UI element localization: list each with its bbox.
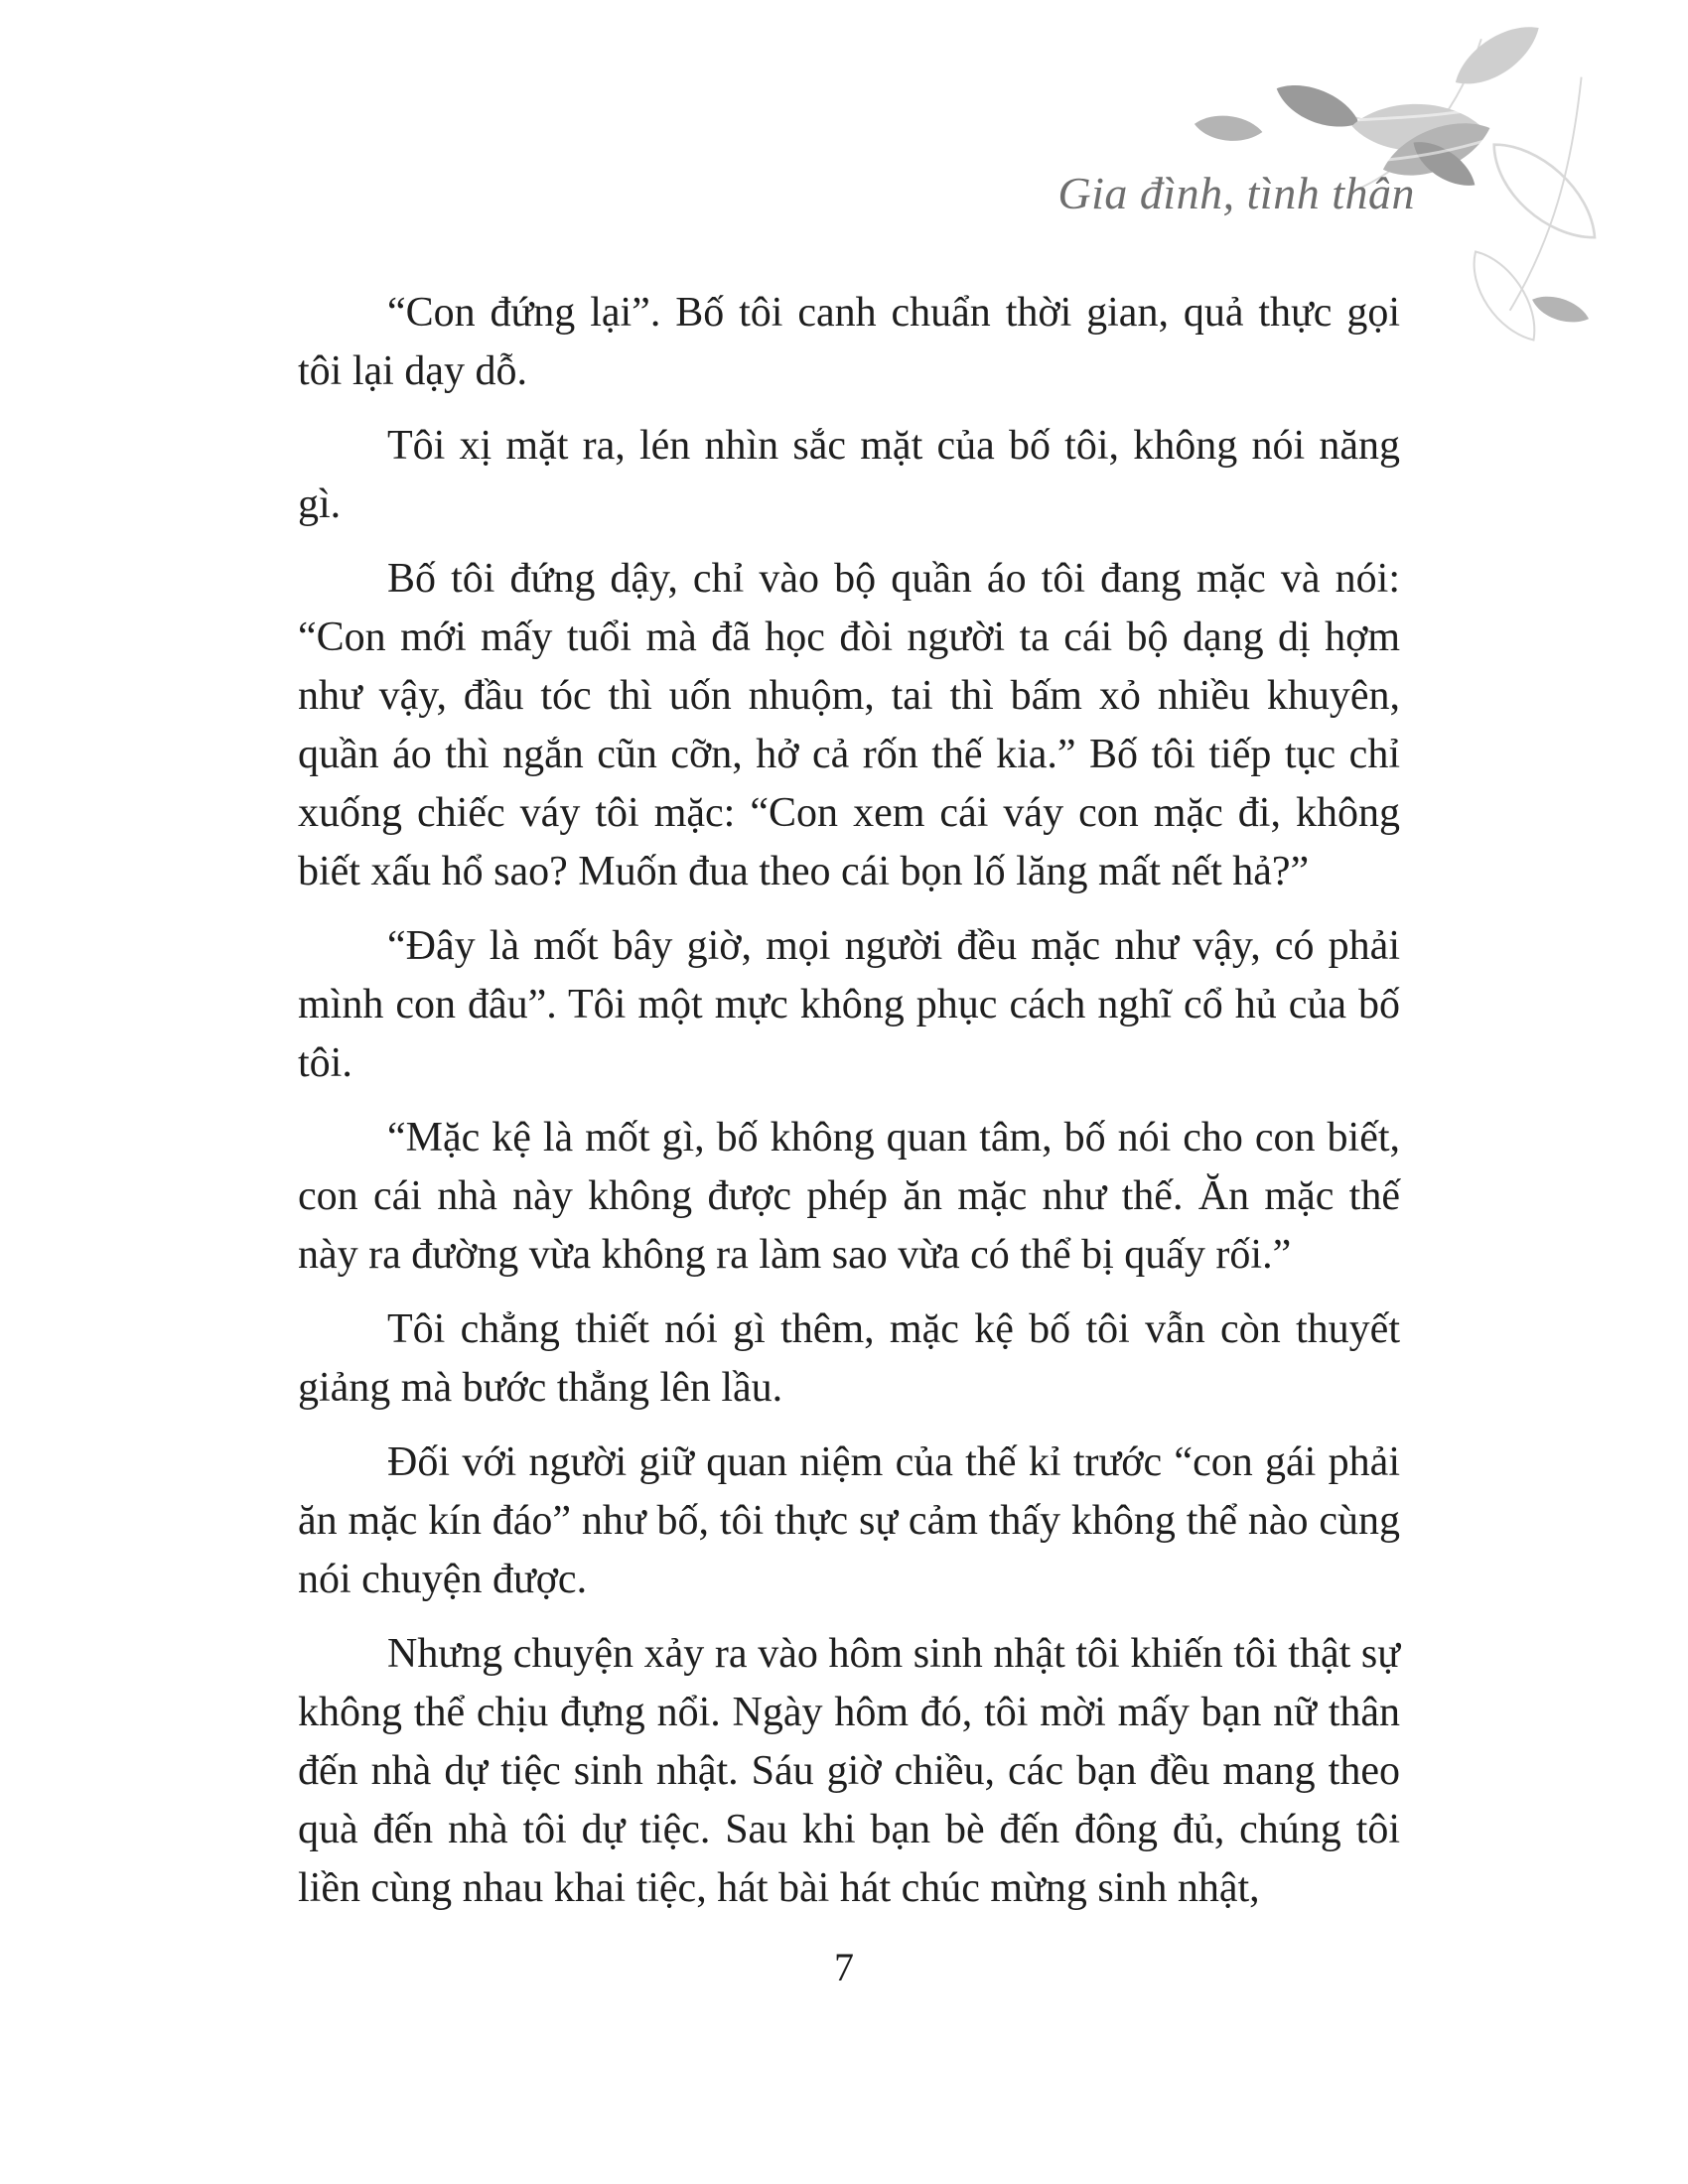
paragraph: “Mặc kệ là mốt gì, bố không quan tâm, bố nói cho con biết, con cái nhà này không được phép ăn mặc như thế. Ăn mặc thế này ra đường vừa không ra làm sao vừa có thể bị quấy rối.” — [298, 1115, 1400, 1278]
paragraph: Tôi xị mặt ra, lén nhìn sắc mặt của bố tôi, không nói năng gì. — [298, 423, 1400, 527]
chapter-header: Gia đình, tình thân — [1057, 168, 1415, 218]
paragraph: Tôi chẳng thiết nói gì thêm, mặc kệ bố tôi vẫn còn thuyết giảng mà bước thẳng lên lầu. — [298, 1306, 1400, 1411]
paragraph: Bố tôi đứng dậy, chỉ vào bộ quần áo tôi đang mặc và nói: “Con mới mấy tuổi mà đã học đòi người ta cái bộ dạng dị hợm như vậy, đầu tóc thì uốn nhuộm, tai thì bấm xỏ nhiều khuyên, quần áo thì ngắn cũn cỡn, hở cả rốn thế kia.” Bố tôi tiếp tục chỉ xuống chiếc váy tôi mặc: “Con xem cái váy con mặc đi, không biết xấu hổ sao? Muốn đua theo cái bọn lố lăng mất nết hả?” — [298, 556, 1400, 894]
paragraph: Đối với người giữ quan niệm của thế kỉ trước “con gái phải ăn mặc kín đáo” như bố, tôi thực sự cảm thấy không thể nào cùng nói chuyện được. — [298, 1439, 1400, 1602]
body-text — [298, 284, 1400, 1934]
paragraph: “Đây là mốt bây giờ, mọi người đều mặc như vậy, có phải mình con đâu”. Tôi một mực không phục cách nghĩ cổ hủ của bố tôi. — [298, 923, 1400, 1086]
paragraph: “Con đứng lại”. Bố tôi canh chuẩn thời gian, quả thực gọi tôi lại dạy dỗ. — [298, 290, 1400, 394]
page-number: 7 — [834, 1945, 854, 1989]
paragraph: Nhưng chuyện xảy ra vào hôm sinh nhật tôi khiến tôi thật sự không thể chịu đựng nổi. Ngày hôm đó, tôi mời mấy bạn nữ thân đến nhà dự tiệc sinh nhật. Sáu giờ chiều, các bạn đều mang theo quà đến nhà tôi dự tiệc. Sau khi bạn bè đến đông đủ, chúng tôi liền cùng nhau khai tiệc, hát bài hát chúc mừng sinh nhật, — [298, 1631, 1400, 1911]
